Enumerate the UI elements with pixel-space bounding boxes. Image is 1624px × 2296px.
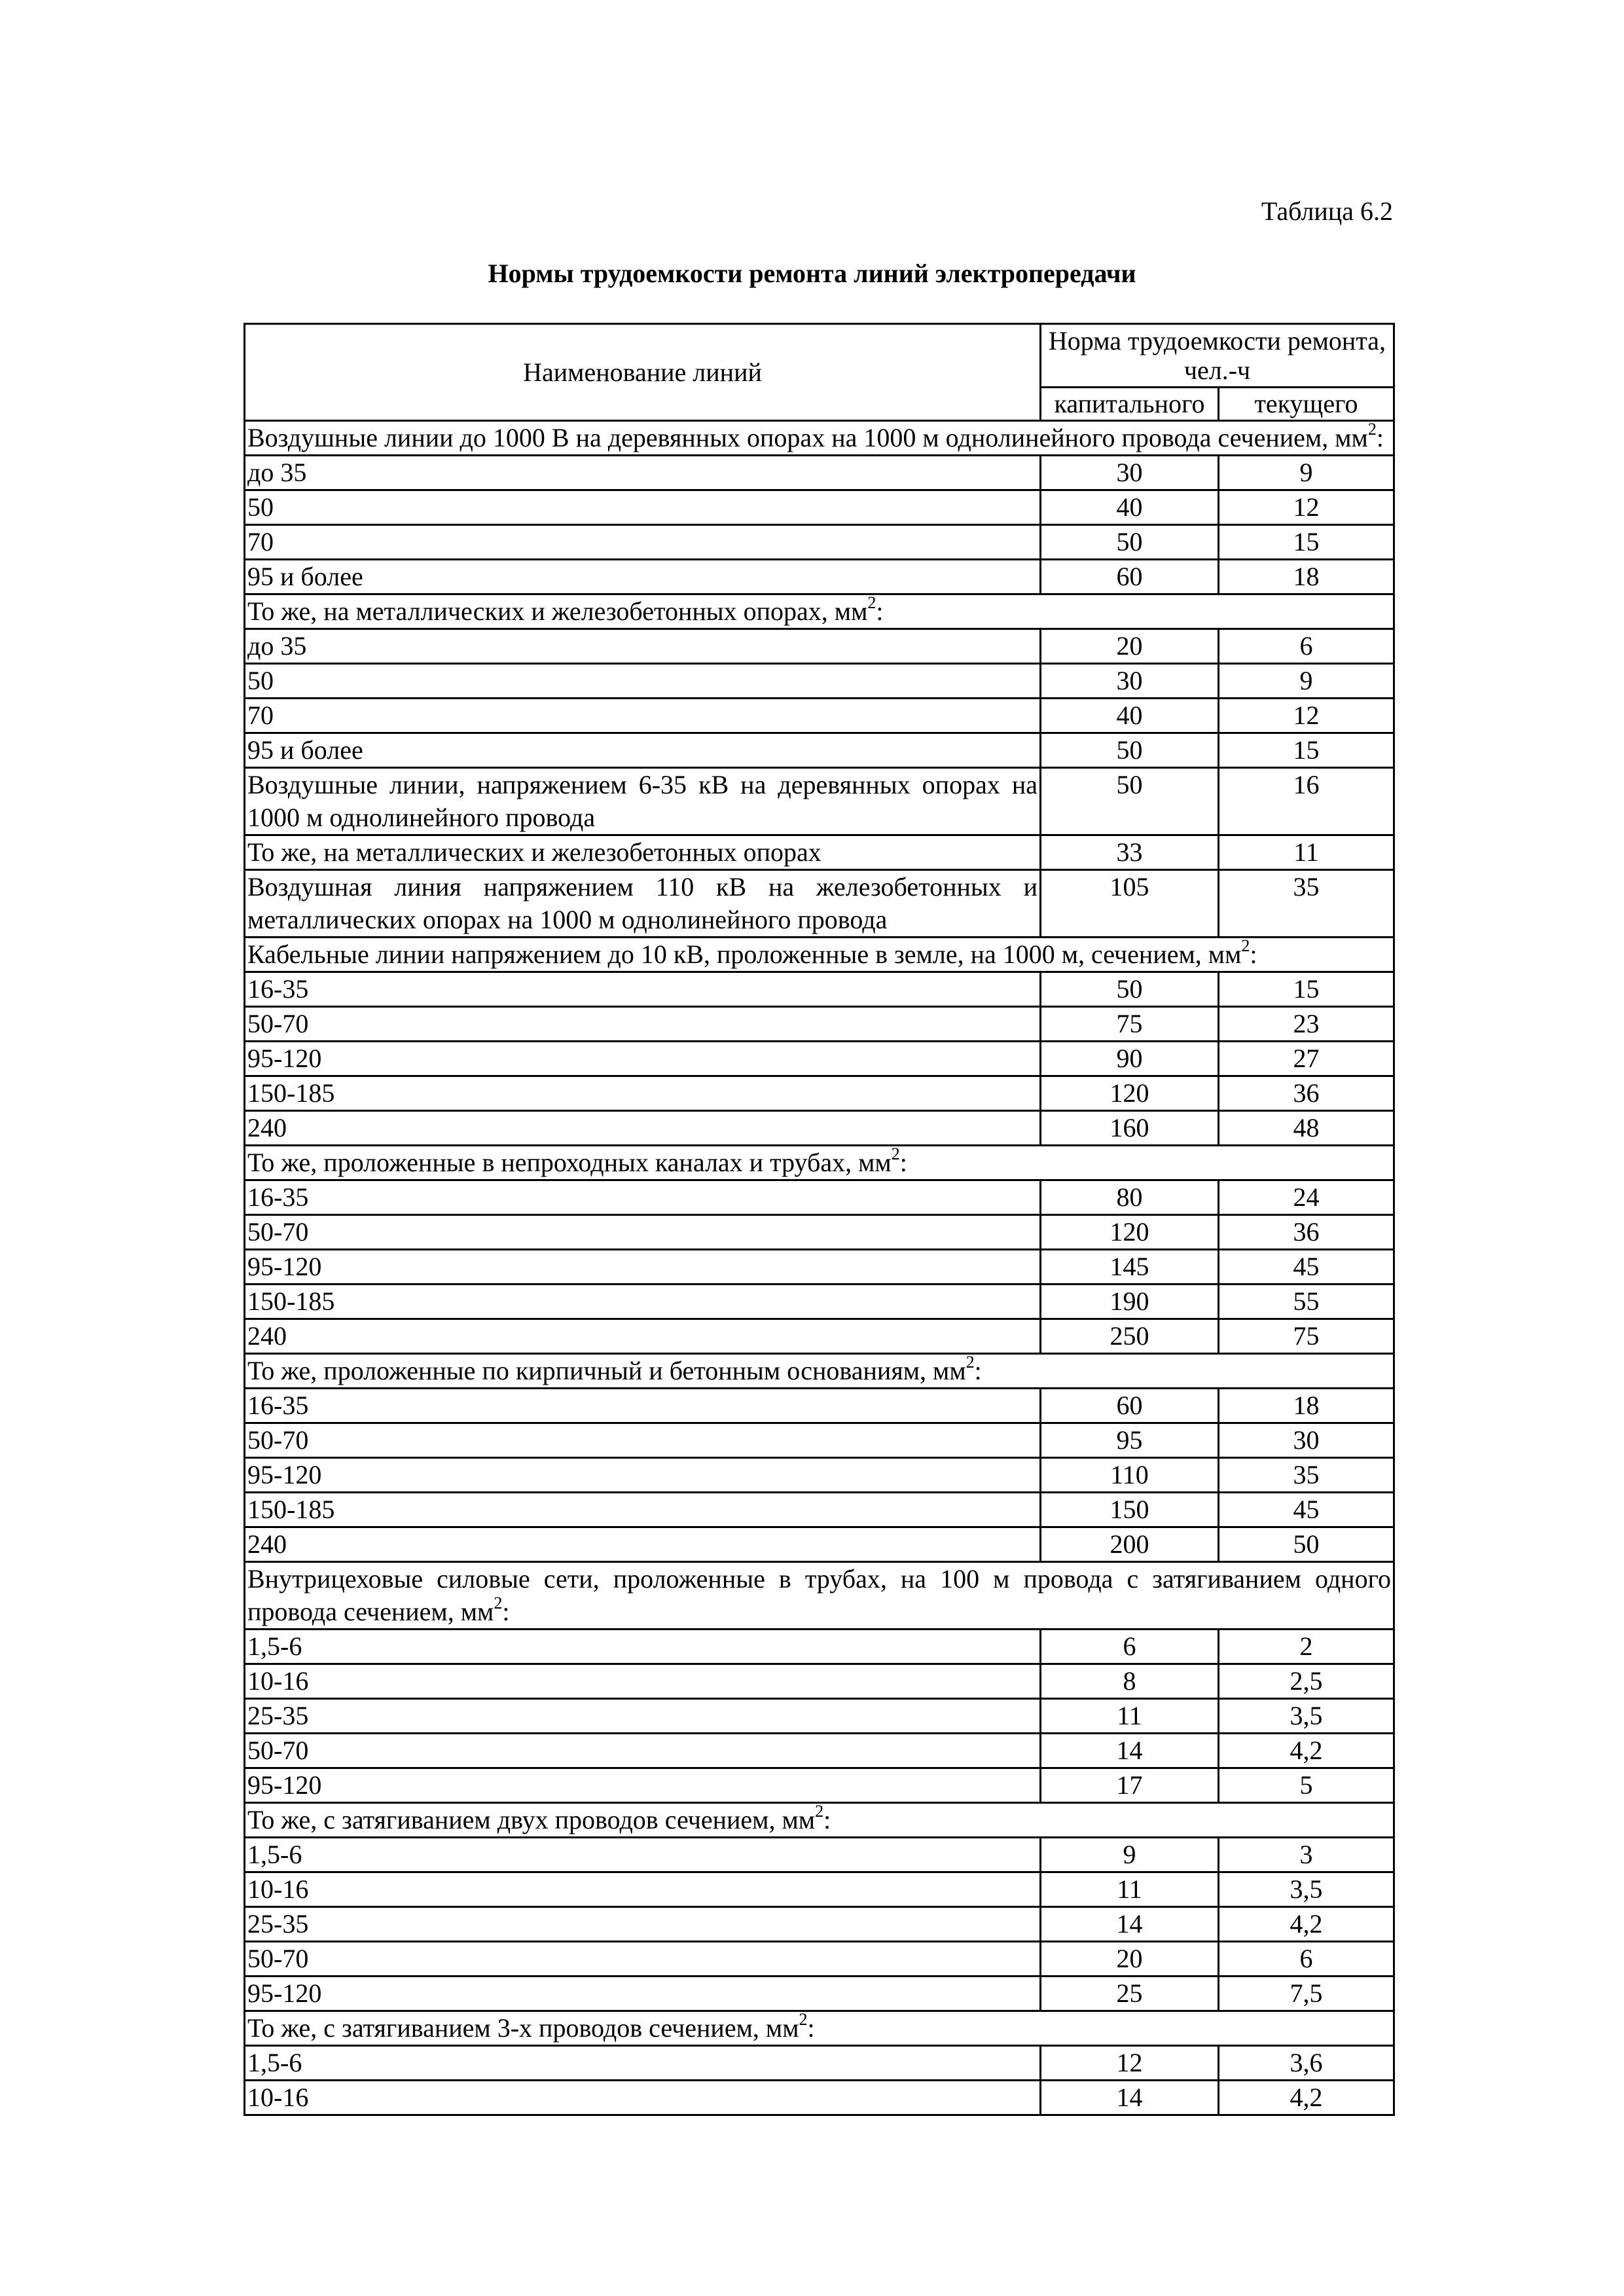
current-repair-cell: 23 — [1219, 1007, 1394, 1042]
capital-repair-cell: 20 — [1041, 1942, 1219, 1977]
table-row — [245, 1389, 1394, 1423]
section-colon: : — [1250, 939, 1257, 969]
capital-repair-cell: 30 — [1041, 456, 1219, 490]
table-header — [245, 324, 1394, 421]
capital-repair-cell: 190 — [1041, 1285, 1219, 1319]
line-name-cell: 16-35 — [245, 1389, 1041, 1423]
table-row — [245, 835, 1394, 870]
line-name-cell: 50-70 — [245, 1734, 1041, 1768]
line-name-cell: 150-185 — [245, 1285, 1041, 1319]
current-repair-cell: 27 — [1219, 1042, 1394, 1076]
line-name-cell: 1,5-6 — [245, 1630, 1041, 1664]
table-row — [245, 1734, 1394, 1768]
line-name-cell: 10-16 — [245, 1872, 1041, 1907]
current-repair-cell: 12 — [1219, 490, 1394, 525]
capital-repair-cell: 11 — [1041, 1872, 1219, 1907]
table-row — [245, 768, 1394, 835]
section-row — [245, 1562, 1394, 1630]
line-name-cell: 50-70 — [245, 1007, 1041, 1042]
capital-repair-cell: 11 — [1041, 1699, 1219, 1734]
table-body — [245, 421, 1394, 2115]
capital-repair-cell: 30 — [1041, 664, 1219, 699]
unit-superscript: 2 — [867, 592, 876, 612]
line-name-cell: 1,5-6 — [245, 1838, 1041, 1872]
capital-repair-cell: 145 — [1041, 1250, 1219, 1285]
table-row — [245, 1768, 1394, 1803]
line-name-cell: 70 — [245, 525, 1041, 560]
capital-repair-cell: 14 — [1041, 1734, 1219, 1768]
capital-repair-cell: 90 — [1041, 1042, 1219, 1076]
line-name-cell: 50-70 — [245, 1942, 1041, 1977]
table-row — [245, 490, 1394, 525]
table-row — [245, 2081, 1394, 2115]
header-current: текущего — [1219, 388, 1394, 421]
section-row — [245, 594, 1394, 629]
line-name-cell: 95-120 — [245, 1250, 1041, 1285]
current-repair-cell: 3,5 — [1219, 1699, 1394, 1734]
capital-repair-cell: 50 — [1041, 768, 1219, 835]
section-title — [245, 938, 1394, 972]
section-text: То же, с затягиванием двух проводов сечением, мм — [247, 1805, 816, 1834]
table-caption: Таблица 6.2 — [1261, 196, 1393, 226]
section-title — [245, 421, 1394, 456]
section-row — [245, 938, 1394, 972]
current-repair-cell: 18 — [1219, 560, 1394, 594]
line-name-cell: 240 — [245, 1527, 1041, 1562]
section-colon: : — [502, 1597, 510, 1626]
current-repair-cell: 36 — [1219, 1076, 1394, 1111]
table-row — [245, 560, 1394, 594]
capital-repair-cell: 50 — [1041, 525, 1219, 560]
current-repair-cell: 9 — [1219, 456, 1394, 490]
capital-repair-cell: 25 — [1041, 1977, 1219, 2011]
unit-superscript: 2 — [799, 2009, 808, 2029]
table-row — [245, 733, 1394, 768]
capital-repair-cell: 50 — [1041, 733, 1219, 768]
table-row — [245, 1527, 1394, 1562]
unit-superscript: 2 — [965, 1352, 975, 1372]
section-text: То же, с затягиванием 3-х проводов сечением, мм — [247, 2013, 799, 2043]
header-capital: капитального — [1041, 388, 1219, 421]
table-row — [245, 1423, 1394, 1458]
table-row — [245, 870, 1394, 938]
table-row — [245, 1699, 1394, 1734]
line-name-cell: 10-16 — [245, 1664, 1041, 1699]
capital-repair-cell: 105 — [1041, 870, 1219, 938]
capital-repair-cell: 80 — [1041, 1180, 1219, 1215]
section-colon: : — [876, 596, 884, 626]
capital-repair-cell: 50 — [1041, 972, 1219, 1007]
table-row — [245, 1493, 1394, 1527]
current-repair-cell: 18 — [1219, 1389, 1394, 1423]
capital-repair-cell: 20 — [1041, 629, 1219, 664]
unit-superscript: 2 — [815, 1801, 824, 1821]
current-repair-cell: 35 — [1219, 1458, 1394, 1493]
table-row — [245, 1907, 1394, 1942]
current-repair-cell: 16 — [1219, 768, 1394, 835]
capital-repair-cell: 12 — [1041, 2046, 1219, 2081]
line-name-cell: 240 — [245, 1111, 1041, 1146]
unit-superscript: 2 — [1241, 936, 1250, 955]
line-name-cell: 25-35 — [245, 1699, 1041, 1734]
section-text: То же, проложенные в непроходных каналах и трубах, мм — [247, 1148, 892, 1177]
current-repair-cell: 55 — [1219, 1285, 1394, 1319]
line-name-cell: 50 — [245, 490, 1041, 525]
current-repair-cell: 3 — [1219, 1838, 1394, 1872]
current-repair-cell: 9 — [1219, 664, 1394, 699]
table-row — [245, 1838, 1394, 1872]
line-name-cell: 1,5-6 — [245, 2046, 1041, 2081]
section-title — [245, 1562, 1394, 1630]
current-repair-cell: 15 — [1219, 525, 1394, 560]
capital-repair-cell: 60 — [1041, 560, 1219, 594]
capital-repair-cell: 17 — [1041, 1768, 1219, 1803]
line-name-cell: 50-70 — [245, 1423, 1041, 1458]
line-name-cell: Воздушная линия напряжением 110 кВ на железобетонных и металлических опорах на 1000 м однолинейного провода — [245, 870, 1041, 938]
capital-repair-cell: 150 — [1041, 1493, 1219, 1527]
table-row — [245, 1319, 1394, 1354]
table-row — [245, 972, 1394, 1007]
section-title — [245, 1146, 1394, 1180]
table-row — [245, 456, 1394, 490]
table-row — [245, 1042, 1394, 1076]
capital-repair-cell: 6 — [1041, 1630, 1219, 1664]
line-name-cell: 95 и более — [245, 560, 1041, 594]
section-colon: : — [899, 1148, 907, 1177]
capital-repair-cell: 8 — [1041, 1664, 1219, 1699]
table-row — [245, 629, 1394, 664]
current-repair-cell: 75 — [1219, 1319, 1394, 1354]
current-repair-cell: 48 — [1219, 1111, 1394, 1146]
current-repair-cell: 3,5 — [1219, 1872, 1394, 1907]
capital-repair-cell: 75 — [1041, 1007, 1219, 1042]
current-repair-cell: 7,5 — [1219, 1977, 1394, 2011]
current-repair-cell: 15 — [1219, 972, 1394, 1007]
section-text: Воздушные линии до 1000 В на деревянных опорах на 1000 м однолинейного провода сечением, мм — [247, 423, 1368, 452]
line-name-cell: 70 — [245, 699, 1041, 733]
table-row — [245, 1872, 1394, 1907]
section-row — [245, 1354, 1394, 1389]
line-name-cell: 50-70 — [245, 1215, 1041, 1250]
line-name-cell: 95 и более — [245, 733, 1041, 768]
current-repair-cell: 2 — [1219, 1630, 1394, 1664]
capital-repair-cell: 40 — [1041, 699, 1219, 733]
table-row — [245, 525, 1394, 560]
current-repair-cell: 5 — [1219, 1768, 1394, 1803]
capital-repair-cell: 120 — [1041, 1215, 1219, 1250]
section-text: То же, проложенные по кирпичный и бетонным основаниям, мм — [247, 1356, 966, 1385]
current-repair-cell: 6 — [1219, 629, 1394, 664]
line-name-cell: до 35 — [245, 629, 1041, 664]
line-name-cell: до 35 — [245, 456, 1041, 490]
current-repair-cell: 45 — [1219, 1493, 1394, 1527]
section-title — [245, 1803, 1394, 1838]
header-norm: Норма трудоемкости ремонта, чел.-ч — [1041, 324, 1394, 388]
capital-repair-cell: 250 — [1041, 1319, 1219, 1354]
line-name-cell: 150-185 — [245, 1076, 1041, 1111]
current-repair-cell: 35 — [1219, 870, 1394, 938]
line-name-cell: 10-16 — [245, 2081, 1041, 2115]
table-row — [245, 1076, 1394, 1111]
section-colon: : — [807, 2013, 815, 2043]
table-row — [245, 699, 1394, 733]
line-name-cell: 95-120 — [245, 1042, 1041, 1076]
section-text: Кабельные линии напряжением до 10 кВ, проложенные в земле, на 1000 м, сечением, мм — [247, 939, 1242, 969]
capital-repair-cell: 200 — [1041, 1527, 1219, 1562]
line-name-cell: 16-35 — [245, 1180, 1041, 1215]
line-name-cell: 95-120 — [245, 1458, 1041, 1493]
current-repair-cell: 4,2 — [1219, 1907, 1394, 1942]
table-row — [245, 1180, 1394, 1215]
table-row — [245, 1215, 1394, 1250]
line-name-cell: 95-120 — [245, 1977, 1041, 2011]
header-line-name: Наименование линий — [245, 324, 1041, 421]
table-row — [245, 1977, 1394, 2011]
current-repair-cell: 11 — [1219, 835, 1394, 870]
document-title: Нормы трудоемкости ремонта линий электропередачи — [488, 259, 1136, 288]
line-name-cell: 150-185 — [245, 1493, 1041, 1527]
current-repair-cell: 24 — [1219, 1180, 1394, 1215]
section-colon: : — [823, 1805, 831, 1834]
current-repair-cell: 3,6 — [1219, 2046, 1394, 2081]
section-colon: : — [1376, 423, 1384, 452]
section-title — [245, 594, 1394, 629]
line-name-cell: 50 — [245, 664, 1041, 699]
unit-superscript: 2 — [891, 1144, 900, 1163]
section-text: Внутрицеховые силовые сети, проложенные в трубах, на 100 м провода с затягиванием одного провода сечением, мм — [247, 1564, 1391, 1626]
capital-repair-cell: 120 — [1041, 1076, 1219, 1111]
unit-superscript: 2 — [1367, 419, 1377, 439]
table-row — [245, 664, 1394, 699]
table-row — [245, 1630, 1394, 1664]
table-row — [245, 1285, 1394, 1319]
section-title — [245, 2011, 1394, 2046]
unit-superscript: 2 — [494, 1593, 503, 1613]
table-row — [245, 2046, 1394, 2081]
current-repair-cell: 50 — [1219, 1527, 1394, 1562]
capital-repair-cell: 160 — [1041, 1111, 1219, 1146]
table-row — [245, 1664, 1394, 1699]
current-repair-cell: 15 — [1219, 733, 1394, 768]
table-row — [245, 1458, 1394, 1493]
line-name-cell: 25-35 — [245, 1907, 1041, 1942]
section-colon: : — [974, 1356, 982, 1385]
line-name-cell: Воздушные линии, напряжением 6-35 кВ на деревянных опорах на 1000 м однолинейного провода — [245, 768, 1041, 835]
current-repair-cell: 30 — [1219, 1423, 1394, 1458]
line-name-cell: То же, на металлических и железобетонных опорах — [245, 835, 1041, 870]
norms-table — [244, 323, 1395, 2116]
capital-repair-cell: 9 — [1041, 1838, 1219, 1872]
section-row — [245, 1803, 1394, 1838]
current-repair-cell: 6 — [1219, 1942, 1394, 1977]
line-name-cell: 16-35 — [245, 972, 1041, 1007]
capital-repair-cell: 33 — [1041, 835, 1219, 870]
table-row — [245, 1250, 1394, 1285]
capital-repair-cell: 60 — [1041, 1389, 1219, 1423]
current-repair-cell: 4,2 — [1219, 1734, 1394, 1768]
current-repair-cell: 36 — [1219, 1215, 1394, 1250]
current-repair-cell: 4,2 — [1219, 2081, 1394, 2115]
line-name-cell: 240 — [245, 1319, 1041, 1354]
section-row — [245, 1146, 1394, 1180]
capital-repair-cell: 40 — [1041, 490, 1219, 525]
section-title — [245, 1354, 1394, 1389]
current-repair-cell: 2,5 — [1219, 1664, 1394, 1699]
capital-repair-cell: 110 — [1041, 1458, 1219, 1493]
current-repair-cell: 45 — [1219, 1250, 1394, 1285]
capital-repair-cell: 95 — [1041, 1423, 1219, 1458]
section-text: То же, на металлических и железобетонных опорах, мм — [247, 596, 868, 626]
table-row — [245, 1007, 1394, 1042]
capital-repair-cell: 14 — [1041, 1907, 1219, 1942]
section-row — [245, 2011, 1394, 2046]
table-row — [245, 1111, 1394, 1146]
current-repair-cell: 12 — [1219, 699, 1394, 733]
section-row — [245, 421, 1394, 456]
line-name-cell: 95-120 — [245, 1768, 1041, 1803]
capital-repair-cell: 14 — [1041, 2081, 1219, 2115]
table-row — [245, 1942, 1394, 1977]
